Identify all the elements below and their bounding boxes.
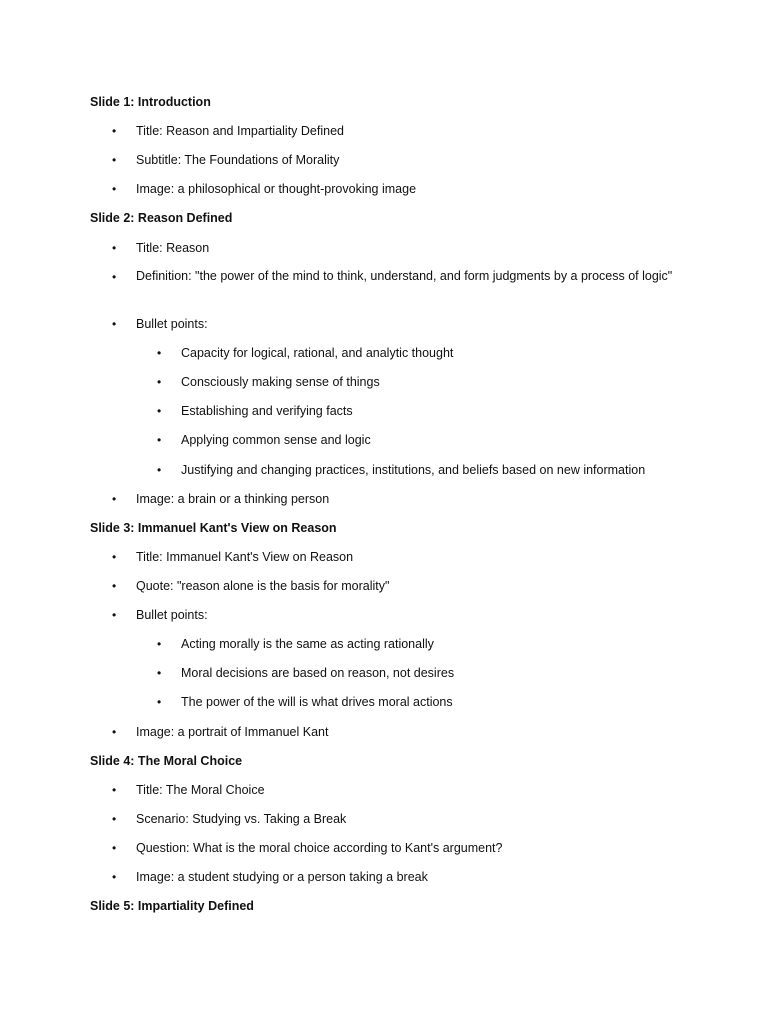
bullet-icon: •	[157, 637, 162, 651]
list-item: Image: a student studying or a person taking a break	[136, 870, 428, 884]
list-item: Image: a brain or a thinking person	[136, 492, 330, 506]
sub-list-item: Consciously making sense of things	[181, 375, 380, 389]
list-item: Scenario: Studying vs. Taking a Break	[136, 812, 347, 826]
list-item: Title: The Moral Choice	[136, 783, 265, 797]
list-item-definition: Definition: "the power of the mind to think, understand, and form judgments by a process of logic"	[136, 269, 673, 283]
bullet-icon: •	[157, 463, 162, 477]
bullet-icon: •	[157, 695, 162, 709]
bullet-icon: •	[112, 182, 117, 196]
sub-list-item: Establishing and verifying facts	[181, 404, 353, 418]
list-item: Image: a portrait of Immanuel Kant	[136, 725, 329, 739]
sub-list-item: Capacity for logical, rational, and analytic thought	[181, 346, 454, 360]
bullet-icon: •	[112, 492, 117, 506]
slide-1-heading: Slide 1: Introduction	[90, 95, 211, 109]
sub-list-item: Justifying and changing practices, institutions, and beliefs based on new information	[181, 463, 646, 477]
bullet-icon: •	[157, 433, 162, 447]
bullet-icon: •	[112, 783, 117, 797]
bullet-icon: •	[157, 404, 162, 418]
list-item: Title: Reason and Impartiality Defined	[136, 124, 344, 138]
bullet-icon: •	[157, 666, 162, 680]
slide-5-heading: Slide 5: Impartiality Defined	[90, 899, 254, 913]
sub-list-item: Acting morally is the same as acting rationally	[181, 637, 434, 651]
bullet-icon: •	[112, 241, 117, 255]
bullet-icon: •	[112, 608, 117, 622]
bullet-icon: •	[112, 317, 117, 331]
slide-2-heading: Slide 2: Reason Defined	[90, 211, 233, 225]
sub-list-item: Moral decisions are based on reason, not desires	[181, 666, 455, 680]
bullet-icon: •	[157, 375, 162, 389]
bullet-icon: •	[112, 550, 117, 564]
bullet-icon: •	[112, 725, 117, 739]
list-item: Bullet points:	[136, 608, 208, 622]
list-item: Title: Immanuel Kant's View on Reason	[136, 550, 354, 564]
list-item: Title: Reason	[136, 241, 210, 255]
list-item: Image: a philosophical or thought-provoking image	[136, 182, 417, 196]
bullet-icon: •	[112, 124, 117, 138]
bullet-icon: •	[112, 579, 117, 593]
bullet-icon: •	[112, 270, 117, 284]
bullet-icon: •	[112, 153, 117, 167]
bullet-icon: •	[112, 841, 117, 855]
sub-list-item: Applying common sense and logic	[181, 433, 371, 447]
bullet-icon: •	[157, 346, 162, 360]
list-item: Bullet points:	[136, 317, 208, 331]
list-item: Quote: "reason alone is the basis for morality"	[136, 579, 390, 593]
list-item: Question: What is the moral choice according to Kant's argument?	[136, 841, 503, 855]
list-item: Subtitle: The Foundations of Morality	[136, 153, 340, 167]
slide-3-heading: Slide 3: Immanuel Kant's View on Reason	[90, 521, 337, 535]
bullet-icon: •	[112, 870, 117, 884]
sub-list-item: The power of the will is what drives moral actions	[181, 695, 453, 709]
slide-4-heading: Slide 4: The Moral Choice	[90, 754, 243, 768]
bullet-icon: •	[112, 812, 117, 826]
